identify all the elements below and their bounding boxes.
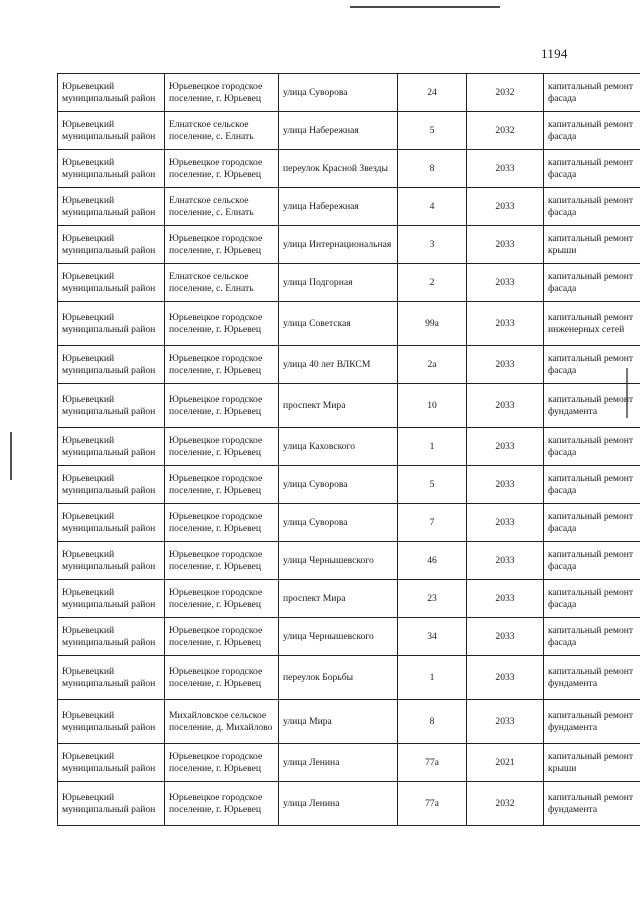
table-row	[58, 618, 640, 656]
table-row	[58, 302, 640, 346]
table-row	[58, 656, 640, 700]
year-cell: 2033	[467, 346, 544, 384]
district-cell: Юрьевецкий муниципальный район	[58, 744, 165, 782]
year-cell: 2032	[467, 74, 544, 112]
street-cell: улица Набережная	[279, 188, 398, 226]
street-cell: улица Интернациональная	[279, 226, 398, 264]
table-row	[58, 542, 640, 580]
street-cell: улица Набережная	[279, 112, 398, 150]
settlement-cell: Елнатское сельское поселение, с. Елнать	[165, 112, 279, 150]
year-cell: 2021	[467, 744, 544, 782]
table-row	[58, 428, 640, 466]
year-cell: 2033	[467, 264, 544, 302]
street-cell: улица Суворова	[279, 504, 398, 542]
work-type-cell: капитальный ремонт фасада	[544, 264, 640, 302]
table-row	[58, 264, 640, 302]
table-row	[58, 150, 640, 188]
house-number-cell: 1	[398, 656, 467, 700]
year-cell: 2033	[467, 618, 544, 656]
year-cell: 2033	[467, 384, 544, 428]
work-type-cell: капитальный ремонт фасада	[544, 542, 640, 580]
street-cell: улица Мира	[279, 700, 398, 744]
page-number: 1194	[541, 46, 568, 61]
work-type-cell: капитальный ремонт фасада	[544, 74, 640, 112]
year-cell: 2033	[467, 302, 544, 346]
district-cell: Юрьевецкий муниципальный район	[58, 504, 165, 542]
house-number-cell: 46	[398, 542, 467, 580]
house-number-cell: 2а	[398, 346, 467, 384]
work-type-cell: капитальный ремонт фасада	[544, 466, 640, 504]
year-cell: 2033	[467, 150, 544, 188]
street-cell: улица Подгорная	[279, 264, 398, 302]
year-cell: 2033	[467, 188, 544, 226]
work-type-cell: капитальный ремонт фундамента	[544, 700, 640, 744]
year-cell: 2032	[467, 112, 544, 150]
work-type-cell: капитальный ремонт фасада	[544, 112, 640, 150]
house-number-cell: 34	[398, 618, 467, 656]
settlement-cell: Юрьевецкое городское поселение, г. Юрьевец	[165, 744, 279, 782]
table-row	[58, 346, 640, 384]
house-number-cell: 77а	[398, 744, 467, 782]
table-row	[58, 782, 640, 826]
work-type-cell: капитальный ремонт фундамента	[544, 656, 640, 700]
table-row	[58, 744, 640, 782]
table-row	[58, 112, 640, 150]
house-number-cell: 10	[398, 384, 467, 428]
work-type-cell: капитальный ремонт фасада	[544, 428, 640, 466]
street-cell: улица Каховского	[279, 428, 398, 466]
district-cell: Юрьевецкий муниципальный район	[58, 656, 165, 700]
year-cell: 2033	[467, 226, 544, 264]
house-number-cell: 24	[398, 74, 467, 112]
settlement-cell: Юрьевецкое городское поселение, г. Юрьевец	[165, 74, 279, 112]
settlement-cell: Юрьевецкое городское поселение, г. Юрьевец	[165, 384, 279, 428]
settlement-cell: Юрьевецкое городское поселение, г. Юрьевец	[165, 504, 279, 542]
street-cell: проспект Мира	[279, 580, 398, 618]
table-row	[58, 580, 640, 618]
settlement-cell: Юрьевецкое городское поселение, г. Юрьевец	[165, 346, 279, 384]
year-cell: 2032	[467, 782, 544, 826]
street-cell: проспект Мира	[279, 384, 398, 428]
year-cell: 2033	[467, 580, 544, 618]
settlement-cell: Елнатское сельское поселение, с. Елнать	[165, 264, 279, 302]
house-number-cell: 1	[398, 428, 467, 466]
district-cell: Юрьевецкий муниципальный район	[58, 542, 165, 580]
settlement-cell: Юрьевецкое городское поселение, г. Юрьевец	[165, 782, 279, 826]
scan-artifact-top	[350, 6, 500, 8]
street-cell: переулок Красной Звезды	[279, 150, 398, 188]
settlement-cell: Юрьевецкое городское поселение, г. Юрьевец	[165, 226, 279, 264]
district-cell: Юрьевецкий муниципальный район	[58, 782, 165, 826]
scan-artifact-left	[10, 432, 12, 480]
district-cell: Юрьевецкий муниципальный район	[58, 112, 165, 150]
street-cell: улица Ленина	[279, 782, 398, 826]
district-cell: Юрьевецкий муниципальный район	[58, 302, 165, 346]
district-cell: Юрьевецкий муниципальный район	[58, 428, 165, 466]
year-cell: 2033	[467, 656, 544, 700]
work-type-cell: капитальный ремонт фундамента	[544, 384, 640, 428]
table-row	[58, 384, 640, 428]
street-cell: улица Чернышевского	[279, 542, 398, 580]
house-number-cell: 8	[398, 150, 467, 188]
street-cell: переулок Борьбы	[279, 656, 398, 700]
house-number-cell: 5	[398, 112, 467, 150]
repair-schedule-table	[57, 73, 640, 826]
street-cell: улица Чернышевского	[279, 618, 398, 656]
house-number-cell: 3	[398, 226, 467, 264]
year-cell: 2033	[467, 504, 544, 542]
district-cell: Юрьевецкий муниципальный район	[58, 618, 165, 656]
year-cell: 2033	[467, 466, 544, 504]
table-row	[58, 504, 640, 542]
settlement-cell: Юрьевецкое городское поселение, г. Юрьевец	[165, 656, 279, 700]
table-row	[58, 226, 640, 264]
settlement-cell: Юрьевецкое городское поселение, г. Юрьевец	[165, 618, 279, 656]
settlement-cell: Юрьевецкое городское поселение, г. Юрьевец	[165, 428, 279, 466]
table-row	[58, 188, 640, 226]
year-cell: 2033	[467, 428, 544, 466]
settlement-cell: Юрьевецкое городское поселение, г. Юрьевец	[165, 542, 279, 580]
street-cell: улица Суворова	[279, 74, 398, 112]
table-row	[58, 700, 640, 744]
district-cell: Юрьевецкий муниципальный район	[58, 384, 165, 428]
work-type-cell: капитальный ремонт фасада	[544, 188, 640, 226]
street-cell: улица 40 лет ВЛКСМ	[279, 346, 398, 384]
settlement-cell: Юрьевецкое городское поселение, г. Юрьевец	[165, 302, 279, 346]
district-cell: Юрьевецкий муниципальный район	[58, 188, 165, 226]
district-cell: Юрьевецкий муниципальный район	[58, 466, 165, 504]
work-type-cell: капитальный ремонт крыши	[544, 226, 640, 264]
district-cell: Юрьевецкий муниципальный район	[58, 264, 165, 302]
work-type-cell: капитальный ремонт фундамента	[544, 782, 640, 826]
district-cell: Юрьевецкий муниципальный район	[58, 150, 165, 188]
house-number-cell: 2	[398, 264, 467, 302]
table-body	[58, 74, 640, 826]
house-number-cell: 23	[398, 580, 467, 618]
street-cell: улица Суворова	[279, 466, 398, 504]
street-cell: улица Ленина	[279, 744, 398, 782]
table-row	[58, 74, 640, 112]
work-type-cell: капитальный ремонт фасада	[544, 346, 640, 384]
house-number-cell: 8	[398, 700, 467, 744]
year-cell: 2033	[467, 700, 544, 744]
house-number-cell: 4	[398, 188, 467, 226]
work-type-cell: капитальный ремонт фасада	[544, 504, 640, 542]
district-cell: Юрьевецкий муниципальный район	[58, 580, 165, 618]
house-number-cell: 7	[398, 504, 467, 542]
house-number-cell: 5	[398, 466, 467, 504]
work-type-cell: капитальный ремонт фасада	[544, 150, 640, 188]
street-cell: улица Советская	[279, 302, 398, 346]
settlement-cell: Юрьевецкое городское поселение, г. Юрьевец	[165, 580, 279, 618]
table-row	[58, 466, 640, 504]
district-cell: Юрьевецкий муниципальный район	[58, 74, 165, 112]
settlement-cell: Михайловское сельское поселение, д. Михайлово	[165, 700, 279, 744]
settlement-cell: Елнатское сельское поселение, с. Елнать	[165, 188, 279, 226]
settlement-cell: Юрьевецкое городское поселение, г. Юрьевец	[165, 466, 279, 504]
district-cell: Юрьевецкий муниципальный район	[58, 226, 165, 264]
work-type-cell: капитальный ремонт крыши	[544, 744, 640, 782]
work-type-cell: капитальный ремонт фасада	[544, 580, 640, 618]
house-number-cell: 99а	[398, 302, 467, 346]
district-cell: Юрьевецкий муниципальный район	[58, 700, 165, 744]
settlement-cell: Юрьевецкое городское поселение, г. Юрьевец	[165, 150, 279, 188]
work-type-cell: капитальный ремонт фасада	[544, 618, 640, 656]
work-type-cell: капитальный ремонт инженерных сетей	[544, 302, 640, 346]
house-number-cell: 77а	[398, 782, 467, 826]
year-cell: 2033	[467, 542, 544, 580]
district-cell: Юрьевецкий муниципальный район	[58, 346, 165, 384]
